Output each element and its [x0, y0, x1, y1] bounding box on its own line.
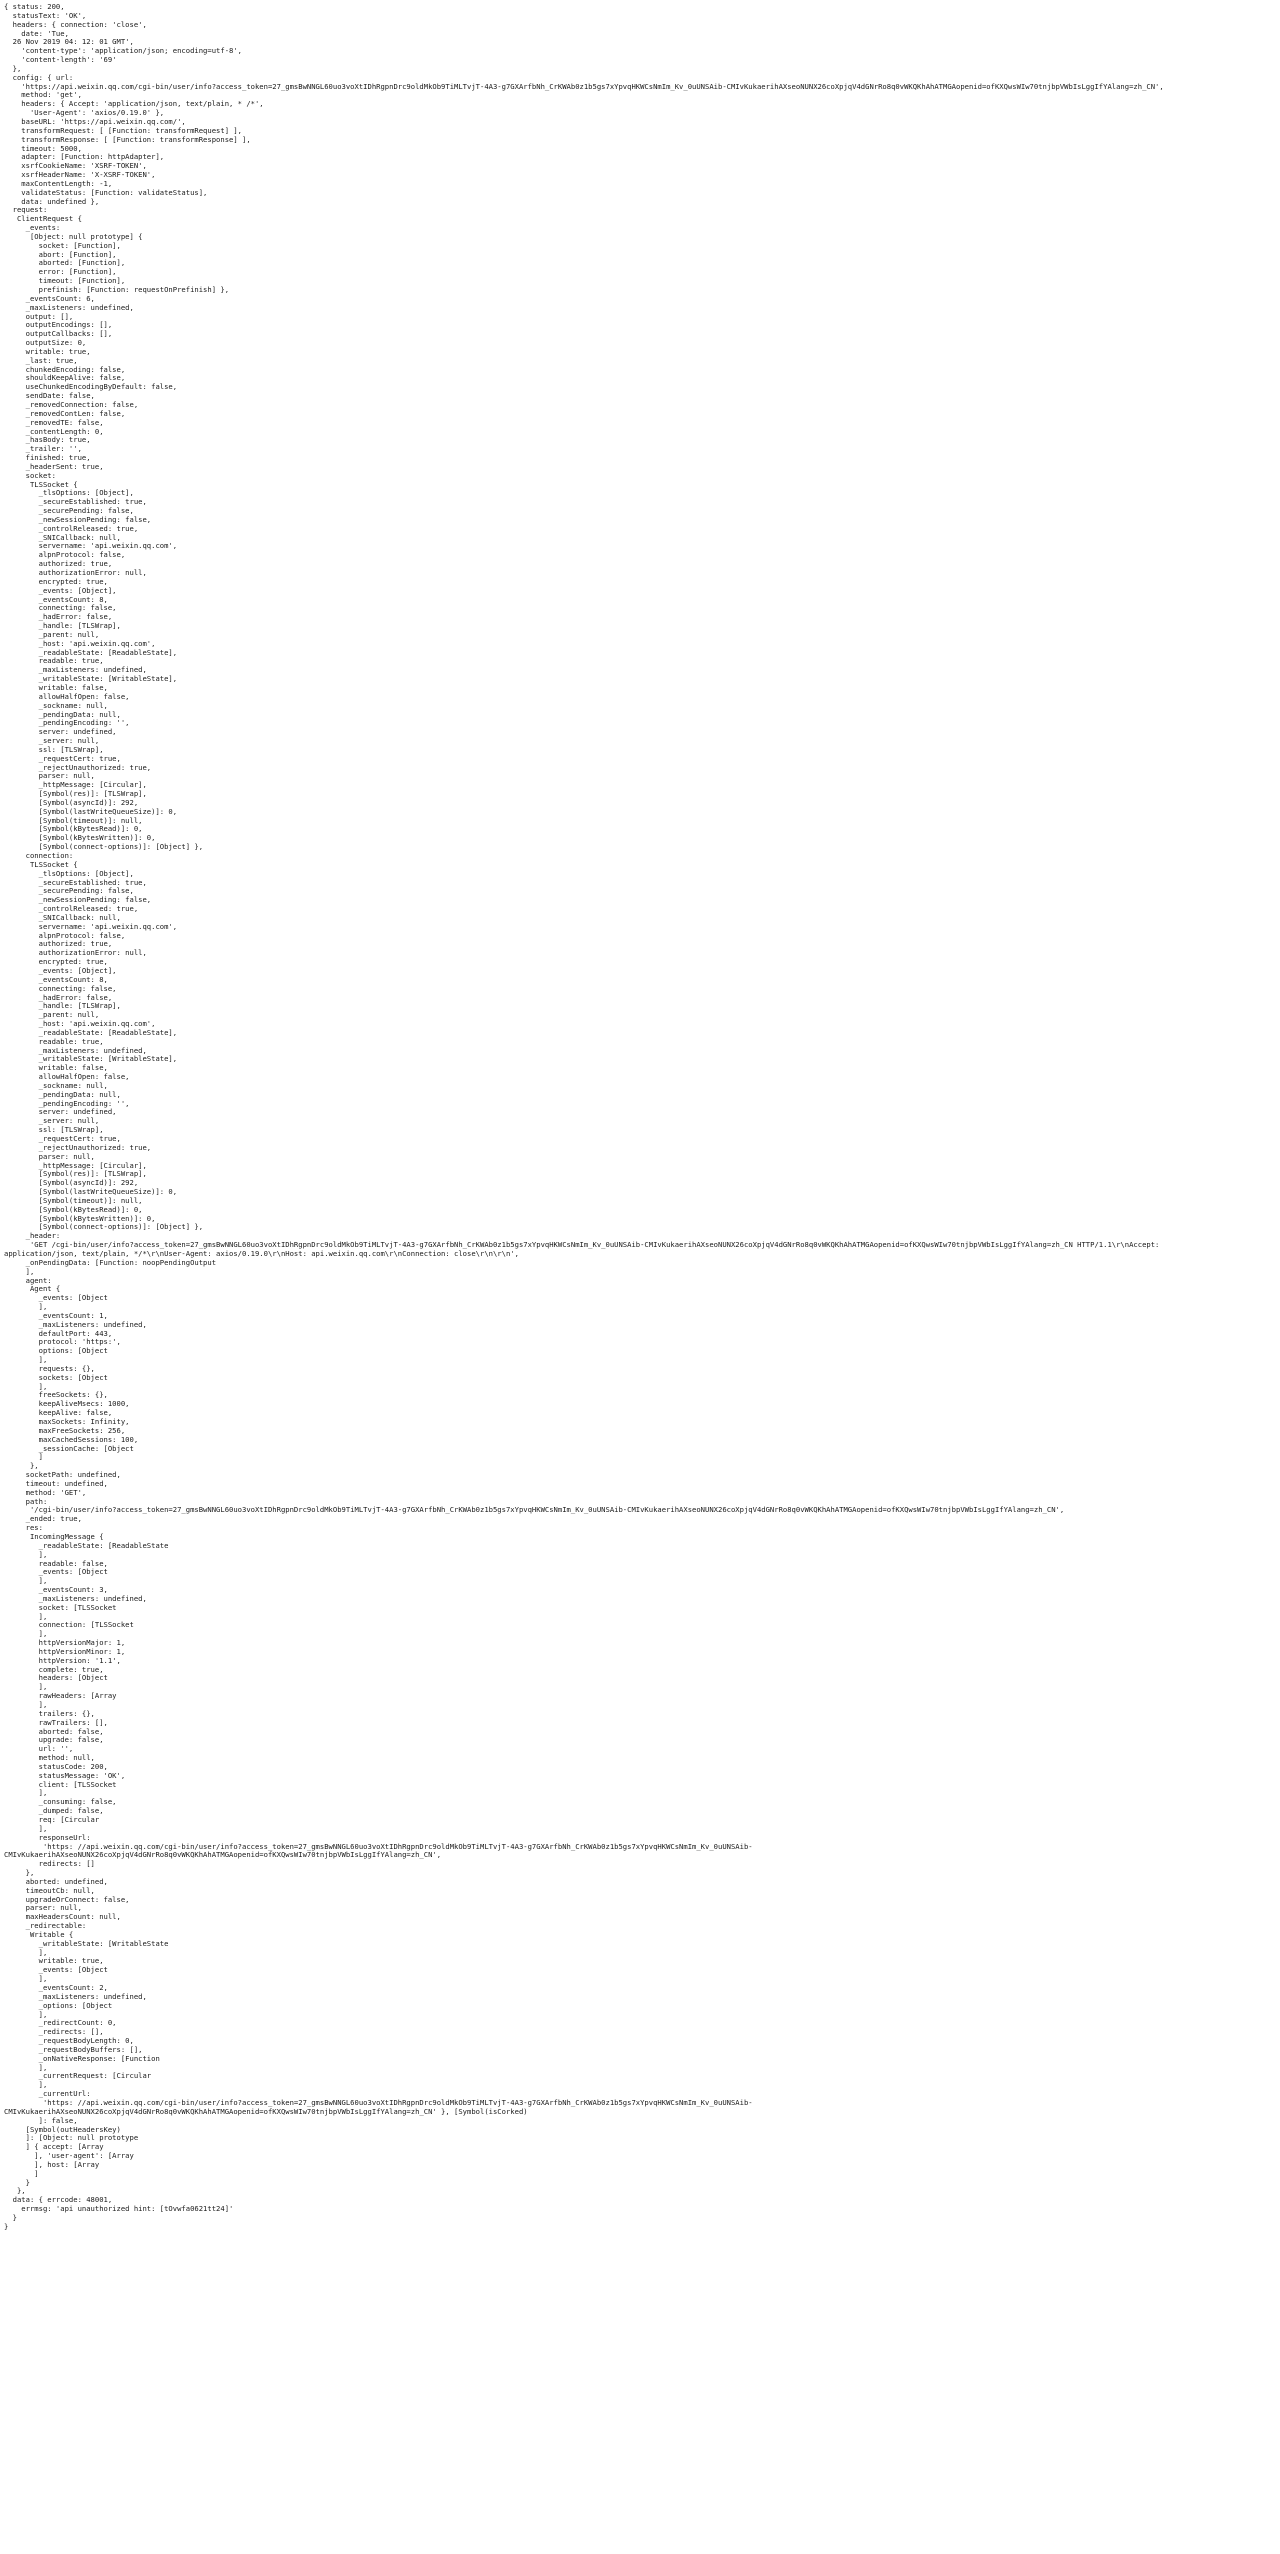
log-line: _newSessionPending: false, [4, 515, 152, 524]
log-line: _header: [4, 1232, 61, 1241]
log-line: statusText: 'OK', [4, 11, 87, 20]
log-line: _sockname: null, [4, 1081, 108, 1090]
log-line: ], [4, 1550, 48, 1559]
log-line: _removedConnection: false, [4, 400, 139, 409]
log-line: maxSockets: Infinity, [4, 1418, 130, 1426]
log-line: maxHeadersCount: null, [4, 1913, 121, 1922]
log-line: method: 'GET', [4, 1488, 87, 1497]
log-line: sockets: [Object [4, 1373, 108, 1382]
log-line: _newSessionPending: false, [4, 896, 152, 905]
log-line: headers: { connection: 'close', [4, 20, 147, 29]
log-line: alpnProtocol: false, [4, 551, 126, 560]
log-line: _httpMessage: [Circular], [4, 1161, 147, 1170]
log-line: data: undefined }, [4, 197, 100, 206]
log-line: upgrade: false, [4, 1736, 104, 1745]
log-line: outputEncodings: [], [4, 321, 113, 330]
log-line: rawTrailers: [], [4, 1718, 108, 1727]
log-line: 'User-Agent': 'axios/0.19.0' }, [4, 109, 165, 118]
log-line: config: { url: [4, 73, 74, 82]
log-line: requests: {}, [4, 1364, 95, 1373]
log-line: _events: [4, 224, 61, 233]
log-line: [Symbol(timeout)]: null, [4, 816, 143, 825]
log-line: finished: true, [4, 454, 91, 463]
log-line: prefinish: [Function: requestOnPrefinish] }, [4, 286, 230, 294]
log-line: _securePending: false, [4, 887, 134, 896]
log-line: aborted: [Function], [4, 259, 126, 268]
log-line: encrypted: true, [4, 958, 108, 967]
log-line: 'content-type': 'application/json; encoding=utf-8', [4, 47, 242, 56]
log-line: _onNativeResponse: [Function [4, 2054, 160, 2063]
log-line: upgradeOrConnect: false, [4, 1895, 130, 1904]
log-line: encrypted: true, [4, 577, 108, 586]
log-line: server: undefined, [4, 1108, 117, 1117]
log-line: ], [4, 2010, 48, 2019]
log-line: 'GET /cgi-bin/user/info?access_token=27_gmsBwNNGL60uo3voXtIDhRgpnDrc9oldMkOb9TiMLTvjT-4A3-g7GXArfbNh_CrKWAb0z1b5gs7xYpvqHKWCsNmIm_Kv_0uUNSAib-CMIvKukaerihAXseoNUNX26coXpjqV4dGNrRo8q0vWKQKhAhATMGAopenid=ofKXQwsWIw70tnjbpVWbIsLggIfYAlang=zh_CN HTTP/1.1\r\nAccept: [4, 1241, 1160, 1250]
log-line: 'https: //api.weixin.qq.com/cgi-bin/user/info?access_token=27_gmsBwNNGL60uo3voXtIDhRgpnDrc9oldMkOb9TiMLTvjT-4A3-g7GXArfbNh_CrKWAb0z1b5gs7xYpvqHKWCsNmIm_Kv_0uUNSAib- [4, 2098, 753, 2107]
console-output-log [4, 3, 1276, 2232]
log-line: _sessionCache: [Object [4, 1444, 134, 1453]
log-line: trailers: {}, [4, 1709, 95, 1718]
log-line: ssl: [TLSWrap], [4, 745, 104, 754]
log-line: ]: false, [4, 2116, 78, 2125]
log-line: } [4, 2222, 9, 2231]
log-line: _redirects: [], [4, 2028, 104, 2037]
log-line: _requestCert: true, [4, 754, 121, 763]
log-line: _server: null, [4, 737, 100, 746]
log-line: socketPath: undefined, [4, 1471, 121, 1480]
log-line: }, [4, 1869, 35, 1878]
log-line: [Symbol(kBytesRead)]: 0, [4, 825, 143, 834]
log-line: error: [Function], [4, 268, 117, 277]
log-line: ], host: [Array [4, 2160, 100, 2169]
log-line: writable: false, [4, 1064, 108, 1073]
log-line: 26 Nov 2019 04: 12: 01 GMT', [4, 38, 134, 47]
log-line: baseURL: 'https://api.weixin.qq.com/', [4, 117, 186, 126]
log-line: _maxListeners: undefined, [4, 303, 134, 312]
log-line: _events: [Object [4, 1966, 108, 1975]
log-line: } [4, 2213, 17, 2222]
log-line: { status: 200, [4, 3, 65, 11]
log-line: _pendingData: null, [4, 710, 121, 719]
log-line: _requestCert: true, [4, 1135, 121, 1143]
log-line: _pendingEncoding: '', [4, 719, 130, 728]
log-line: socket: [TLSSocket [4, 1603, 117, 1612]
log-line: options: [Object [4, 1347, 108, 1356]
log-line: adapter: [Function: httpAdapter], [4, 153, 165, 162]
log-line: _hadError: false, [4, 993, 113, 1002]
log-line: useChunkedEncodingByDefault: false, [4, 383, 178, 392]
log-line: req: [Circular [4, 1815, 100, 1824]
log-line: readable: true, [4, 1037, 104, 1046]
log-line: writable: false, [4, 683, 108, 692]
log-line: _parent: null, [4, 630, 100, 639]
log-line: _writableState: [WritableState [4, 1939, 169, 1948]
log-line: _contentLength: 0, [4, 427, 104, 436]
log-line: headers: [Object [4, 1674, 108, 1683]
log-line: transformRequest: [ [Function: transformRequest] ], [4, 126, 242, 135]
log-line: socket: [4, 471, 56, 480]
log-line: output: [], [4, 312, 74, 321]
log-line: ], [4, 1612, 48, 1621]
log-line: _SNICallback: null, [4, 913, 121, 922]
log-line: [Object: null prototype] { [4, 232, 143, 241]
log-line: client: [TLSSocket [4, 1780, 117, 1789]
log-line: ] { accept: [Array [4, 2143, 104, 2152]
log-line: _eventsCount: 6, [4, 294, 95, 303]
log-line: authorized: true, [4, 560, 113, 569]
log-line: _redirectCount: 0, [4, 2019, 117, 2028]
log-line: ], [4, 1267, 35, 1276]
log-line: shouldKeepAlive: false, [4, 374, 126, 383]
log-line: transformResponse: [ [Function: transformResponse] ], [4, 135, 251, 144]
log-line: ], [4, 1382, 48, 1391]
log-line: sendDate: false, [4, 392, 95, 401]
log-line: httpVersion: '1.1', [4, 1656, 121, 1665]
log-line: parser: null, [4, 1152, 95, 1161]
log-line: _host: 'api.weixin.qq.com', [4, 1020, 156, 1029]
log-line: ssl: [TLSWrap], [4, 1126, 104, 1135]
log-line: _SNICallback: null, [4, 533, 121, 542]
log-line: ], [4, 2081, 48, 2090]
log-line: [Symbol(lastWriteQueueSize)]: 0, [4, 1188, 178, 1197]
log-line: ], [4, 1948, 48, 1957]
log-line: parser: null, [4, 1904, 82, 1913]
log-line: maxContentLength: -1, [4, 179, 113, 188]
log-line: res: [4, 1524, 43, 1533]
log-line: _maxListeners: undefined, [4, 1046, 147, 1055]
log-line: statusMessage: 'OK', [4, 1771, 126, 1780]
log-line: application/json, text/plain, */*\r\nUser-Agent: axios/0.19.0\r\nHost: api.weixin.qq.com\r\nConnection: close\r\n\r\n', [4, 1249, 519, 1258]
log-line: responseUrl: [4, 1833, 91, 1842]
log-line: ], [4, 1577, 48, 1586]
log-line: _events: [Object], [4, 966, 117, 975]
log-line: parser: null, [4, 772, 95, 781]
log-line: }, [4, 64, 22, 73]
log-line: rawHeaders: [Array [4, 1692, 117, 1701]
log-line: _tlsOptions: [Object], [4, 869, 134, 878]
log-line: _host: 'api.weixin.qq.com', [4, 639, 156, 648]
log-line: }, [4, 1462, 39, 1471]
log-line: path: [4, 1497, 48, 1506]
log-line: _maxListeners: undefined, [4, 666, 147, 675]
log-line: _removedContLen: false, [4, 409, 126, 418]
log-line: _eventsCount: 1, [4, 1311, 108, 1320]
log-line: _readableState: [ReadableState], [4, 648, 178, 657]
log-line: server: undefined, [4, 728, 117, 737]
log-line: maxCachedSessions: 100, [4, 1435, 139, 1444]
log-line: [Symbol(res)]: [TLSWrap], [4, 1170, 147, 1179]
log-line: connecting: false, [4, 984, 117, 993]
log-line: allowHalfOpen: false, [4, 1073, 130, 1082]
log-line: ]: [Object: null prototype [4, 2134, 139, 2143]
log-line: readable: false, [4, 1559, 108, 1568]
log-line: _eventsCount: 3, [4, 1586, 108, 1595]
log-line: TLSSocket { [4, 480, 78, 489]
log-line: _parent: null, [4, 1011, 100, 1020]
log-line: outputSize: 0, [4, 339, 87, 348]
log-line: ], 'user-agent': [Array [4, 2152, 134, 2161]
log-line: method: null, [4, 1754, 95, 1763]
log-line: CMIvKukaerihAXseoNUNX26coXpjqV4dGNrRo8q0vWKQKhAhATMGAopenid=ofKXQwsWIw70tnjbpVWbIsLggIfYAlang=zh_CN' }, [Symbol(isCorked) [4, 2107, 528, 2116]
log-line: writable: true, [4, 347, 91, 356]
log-line: connection: [TLSSocket [4, 1621, 134, 1630]
log-line: httpVersionMinor: 1, [4, 1647, 126, 1656]
log-line: [Symbol(timeout)]: null, [4, 1196, 143, 1205]
log-line: _last: true, [4, 356, 78, 365]
log-line: _maxListeners: undefined, [4, 1320, 147, 1329]
log-line: _controlReleased: true, [4, 524, 139, 533]
log-line: TLSSocket { [4, 860, 78, 869]
log-line: _pendingData: null, [4, 1090, 121, 1099]
log-line: _handle: [TLSWrap], [4, 622, 121, 631]
log-line: _currentUrl: [4, 2090, 91, 2099]
log-line: ], [4, 1303, 48, 1312]
log-line: aborted: undefined, [4, 1877, 108, 1886]
log-line: httpVersionMajor: 1, [4, 1639, 126, 1648]
log-line: _eventsCount: 2, [4, 1984, 108, 1992]
log-line: xsrfCookieName: 'XSRF-TOKEN', [4, 162, 147, 171]
log-line: _readableState: [ReadableState [4, 1541, 169, 1550]
log-line: ], [4, 2063, 48, 2072]
log-line: [Symbol(connect-options)]: [Object] }, [4, 1223, 204, 1232]
log-line: _maxListeners: undefined, [4, 1992, 147, 2001]
log-line: _headerSent: true, [4, 462, 104, 471]
log-line: _events: [Object [4, 1568, 108, 1577]
log-line: _writableState: [WritableState], [4, 1055, 178, 1064]
log-line: errmsg: 'api unauthorized hint: [tOvwfa0621tt24]' [4, 2205, 234, 2214]
log-line: connection: [4, 852, 74, 860]
log-line: [Symbol(lastWriteQueueSize)]: 0, [4, 807, 178, 816]
log-line: outputCallbacks: [], [4, 330, 113, 339]
log-line: _writableState: [WritableState], [4, 675, 178, 684]
log-line: _server: null, [4, 1117, 100, 1126]
log-line: _pendingEncoding: '', [4, 1099, 130, 1108]
log-line: _sockname: null, [4, 701, 108, 710]
log-line: complete: true, [4, 1665, 104, 1674]
log-line: _secureEstablished: true, [4, 498, 147, 507]
log-line: url: '', [4, 1745, 74, 1754]
log-line: }, [4, 2187, 26, 2196]
log-line: freeSockets: {}, [4, 1391, 108, 1400]
log-line: Agent { [4, 1285, 61, 1294]
log-line: _requestBodyLength: 0, [4, 2037, 134, 2046]
log-line: defaultPort: 443, [4, 1329, 113, 1338]
log-line: 'https://api.weixin.qq.com/cgi-bin/user/info?access_token=27_gmsBwNNGL60uo3voXtIDhRgpnDrc9oldMkOb9TiMLTvjT-4A3-g7GXArfbNh_CrKWAb0z1b5gs7xYpvqHKWCsNmIm_Kv_0uUNSAib-CMIvKukaerihAXseoNUNX26coXpjqV4dGNrRo8q0vWKQKhAhATMGAopenid=ofKXQwsWIw70tnjbpVWbIsLggIfYAlang=zh_CN', [4, 82, 1164, 91]
log-line: _handle: [TLSWrap], [4, 1002, 121, 1011]
log-line: timeoutCb: null, [4, 1886, 95, 1895]
log-line: statusCode: 200, [4, 1762, 108, 1771]
log-line: [Symbol(kBytesRead)]: 0, [4, 1205, 143, 1214]
log-line: abort: [Function], [4, 250, 117, 259]
log-line: data: { errcode: 48001, [4, 2196, 113, 2205]
log-line: [Symbol(res)]: [TLSWrap], [4, 790, 147, 799]
log-line: ClientRequest { [4, 215, 82, 224]
log-line: _maxListeners: undefined, [4, 1594, 147, 1603]
log-line: ], [4, 1356, 48, 1365]
log-line: timeout: undefined, [4, 1479, 108, 1488]
log-line: [Symbol(kBytesWritten)]: 0, [4, 834, 156, 843]
log-line: ], [4, 1683, 48, 1692]
log-line: _hadError: false, [4, 613, 113, 622]
log-line: _redirectable: [4, 1922, 87, 1931]
log-line: writable: true, [4, 1957, 104, 1966]
log-line: keepAliveMsecs: 1000, [4, 1400, 130, 1409]
log-line: maxFreeSockets: 256, [4, 1426, 126, 1435]
log-line: } [4, 2178, 30, 2187]
log-line: ], [4, 1701, 48, 1709]
log-line: _options: [Object [4, 2001, 113, 2010]
log-line: ], [4, 1789, 48, 1798]
log-line: method: 'get', [4, 91, 82, 100]
log-line: socket: [Function], [4, 241, 121, 250]
log-line: _rejectUnauthorized: true, [4, 763, 152, 772]
log-line: _tlsOptions: [Object], [4, 489, 134, 498]
log-line: _currentRequest: [Circular [4, 2072, 152, 2081]
log-line: protocol: 'https:', [4, 1338, 121, 1347]
log-line: _ended: true, [4, 1515, 82, 1524]
log-line: xsrfHeaderName: 'X-XSRF-TOKEN', [4, 171, 156, 180]
log-line: _readableState: [ReadableState], [4, 1028, 178, 1037]
log-line: timeout: 5000, [4, 144, 82, 153]
log-line: connecting: false, [4, 604, 117, 613]
log-line: CMIvKukaerihAXseoNUNX26coXpjqV4dGNrRo8q0vWKQKhAhATMGAopenid=ofKXQwsWIw70tnjbpVWbIsLggIfYAlang=zh_CN', [4, 1851, 442, 1860]
log-line: _dumped: false, [4, 1807, 104, 1816]
log-line: IncomingMessage { [4, 1532, 104, 1541]
log-line: [Symbol(connect-options)]: [Object] }, [4, 843, 204, 852]
log-line: '/cgi-bin/user/info?access_token=27_gmsBwNNGL60uo3voXtIDhRgpnDrc9oldMkOb9TiMLTvjT-4A3-g7GXArfbNh_CrKWAb0z1b5gs7xYpvqHKWCsNmIm_Kv_0uUNSAib-CMIvKukaerihAXseoNUNX26coXpjqV4dGNrRo8q0vWKQKhAhATMGAopenid=ofKXQwsWIw70tnjbpVWbIsLggIfYAlang=zh_CN', [4, 1506, 1065, 1515]
log-line: redirects: [] [4, 1860, 95, 1869]
log-line: [Symbol(asyncId)]: 292, [4, 798, 139, 807]
log-line: ], [4, 1975, 48, 1984]
log-line: _eventsCount: 8, [4, 975, 108, 984]
log-line: validateStatus: [Function: validateStatus], [4, 188, 208, 197]
log-line: ], [4, 1630, 48, 1639]
log-line: request: [4, 206, 48, 215]
log-line: _controlReleased: true, [4, 905, 139, 914]
log-line: _events: [Object], [4, 586, 117, 595]
log-line: ], [4, 1824, 48, 1833]
log-line: allowHalfOpen: false, [4, 692, 130, 701]
log-line: authorized: true, [4, 940, 113, 949]
log-line: _eventsCount: 8, [4, 595, 108, 604]
log-line: aborted: false, [4, 1727, 104, 1736]
log-line: _httpMessage: [Circular], [4, 781, 147, 790]
log-line: 'https: //api.weixin.qq.com/cgi-bin/user/info?access_token=27_gmsBwNNGL60uo3voXtIDhRgpnDrc9oldMkOb9TiMLTvjT-4A3-g7GXArfbNh_CrKWAb0z1b5gs7xYpvqHKWCsNmIm_Kv_0uUNSAib- [4, 1842, 753, 1851]
log-line: _trailer: '', [4, 445, 82, 454]
log-line: [Symbol(asyncId)]: 292, [4, 1179, 139, 1188]
log-line: alpnProtocol: false, [4, 931, 126, 940]
log-line: ] [4, 2169, 39, 2178]
log-line: readable: true, [4, 657, 104, 666]
log-line: _onPendingData: [Function: noopPendingOutput [4, 1258, 217, 1267]
log-line: timeout: [Function], [4, 277, 126, 286]
log-line: keepAlive: false, [4, 1409, 113, 1418]
log-line: ] [4, 1453, 43, 1462]
log-line: _events: [Object [4, 1294, 108, 1303]
log-line: chunkedEncoding: false, [4, 365, 126, 374]
log-line: agent: [4, 1276, 52, 1285]
log-line: _requestBodyBuffers: [], [4, 2045, 143, 2054]
log-line: _secureEstablished: true, [4, 878, 147, 887]
log-line: _securePending: false, [4, 507, 134, 516]
log-line: _consuming: false, [4, 1798, 117, 1807]
log-line: servername: 'api.weixin.qq.com', [4, 922, 178, 931]
log-line: date: 'Tue, [4, 29, 69, 38]
log-line: 'content-length': '69' [4, 56, 117, 65]
log-line: [Symbol(kBytesWritten)]: 0, [4, 1214, 156, 1223]
log-line: headers: { Accept: 'application/json, text/plain, * /*', [4, 100, 264, 109]
log-line: [Symbol(outHeadersKey) [4, 2125, 121, 2134]
log-line: authorizationError: null, [4, 949, 147, 958]
log-line: authorizationError: null, [4, 569, 147, 577]
log-line: _removedTE: false, [4, 418, 104, 427]
log-line: _hasBody: true, [4, 436, 91, 445]
log-line: _rejectUnauthorized: true, [4, 1143, 152, 1152]
log-line: Writable { [4, 1930, 74, 1939]
log-line: servername: 'api.weixin.qq.com', [4, 542, 178, 551]
